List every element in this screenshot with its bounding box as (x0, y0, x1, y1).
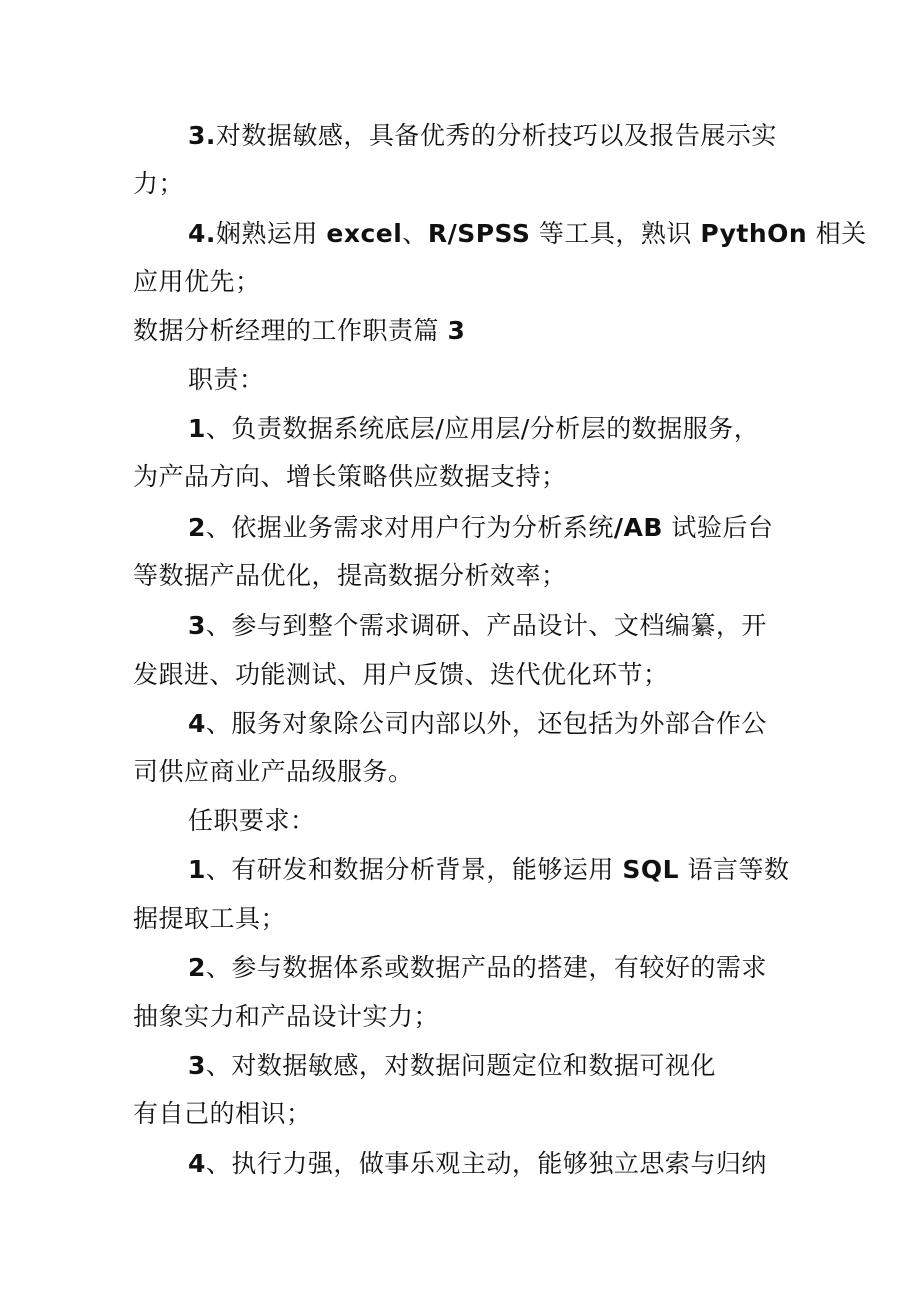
tool-name: PythOn (700, 219, 808, 248)
duty-3-line-1 (0, 602, 920, 650)
req-1-line-2 (0, 895, 920, 943)
item-number: 2 (188, 953, 206, 982)
item-number: 4 (188, 709, 206, 738)
paragraph-text: 、依据业务需求对用户行为分析系统 (205, 513, 614, 542)
duties-label (0, 356, 920, 404)
heading-text: 数据分析经理的工作职责篇 (133, 316, 448, 345)
req-1-line-1 (0, 846, 920, 894)
item-number: 3 (188, 1051, 206, 1080)
tool-name: R/SPSS (427, 219, 531, 248)
paragraph-text: 、有研发和数据分析背景，能够运用 (205, 855, 623, 884)
tool-name: SQL (622, 855, 680, 884)
req-3-line-2 (0, 1090, 920, 1138)
paragraph-text: 发跟进、功能测试、用户反馈、迭代优化环节； (133, 660, 669, 689)
section-heading (0, 307, 920, 355)
system-name: /AB (613, 513, 663, 542)
duty-2-line-1 (0, 504, 920, 552)
paragraph-text: 等工具，熟识 (530, 219, 701, 248)
duty-1-line-1 (0, 405, 920, 453)
paragraph-text: 有自己的相识； (133, 1099, 312, 1128)
duty-1-line-2 (0, 453, 920, 501)
paragraph-text: 为产品方向、增长策略供应数据支持； (133, 462, 567, 491)
paragraph-text: 娴熟运用 (215, 219, 327, 248)
item-number: 3 (188, 611, 206, 640)
requirement-3-line-2 (0, 160, 920, 208)
req-2-line-1 (0, 944, 920, 992)
paragraph-text: 语言等数 (679, 855, 790, 884)
requirement-3-line-1 (0, 112, 920, 160)
duty-4-line-2 (0, 748, 920, 796)
req-4-line-1 (0, 1140, 920, 1188)
paragraph-text: 对数据敏感，具备优秀的分析技巧以及报告展示实 (215, 121, 777, 150)
label-text: 任职要求： (188, 806, 316, 835)
paragraph-text: 抽象实力和产品设计实力； (133, 1002, 440, 1031)
requirements-label (0, 797, 920, 845)
item-number: 1 (188, 855, 206, 884)
paragraph-text: 、参与数据体系或数据产品的搭建，有较好的需求 (205, 953, 767, 982)
paragraph-text: 相关 (807, 219, 867, 248)
duty-2-line-2 (0, 552, 920, 600)
requirement-4-line-2 (0, 258, 920, 306)
paragraph-text: 等数据产品优化，提高数据分析效率； (133, 561, 567, 590)
paragraph-text: 、对数据敏感，对数据问题定位和数据可视化 (205, 1051, 716, 1080)
paragraph-text: 力； (133, 169, 185, 198)
duty-4-line-1 (0, 700, 920, 748)
paragraph-text: 、负责数据系统底层/应用层/分析层的数据服务， (205, 414, 760, 443)
heading-number: 3 (447, 316, 466, 345)
item-number: 4 (188, 1149, 206, 1178)
paragraph-text: 试验后台 (662, 513, 774, 542)
requirement-4-line-1 (0, 210, 920, 258)
duty-3-line-2 (0, 651, 920, 699)
item-number: 3. (188, 121, 216, 150)
item-number: 4. (188, 219, 216, 248)
paragraph-text: 据提取工具； (133, 904, 287, 933)
req-3-line-1 (0, 1042, 920, 1090)
paragraph-text: 应用优先； (133, 267, 261, 296)
paragraph-text: 、执行力强，做事乐观主动，能够独立思索与归纳 (205, 1149, 767, 1178)
item-number: 1 (188, 414, 206, 443)
req-2-line-2 (0, 993, 920, 1041)
paragraph-text: 司供应商业产品级服务。 (133, 757, 414, 786)
paragraph-text: 、服务对象除公司内部以外，还包括为外部合作公 (205, 709, 767, 738)
paragraph-text: 、 (402, 219, 428, 248)
item-number: 2 (188, 513, 206, 542)
tool-name: excel (326, 219, 403, 248)
label-text: 职责： (188, 365, 265, 394)
paragraph-text: 、参与到整个需求调研、产品设计、文档编纂，开 (205, 611, 767, 640)
